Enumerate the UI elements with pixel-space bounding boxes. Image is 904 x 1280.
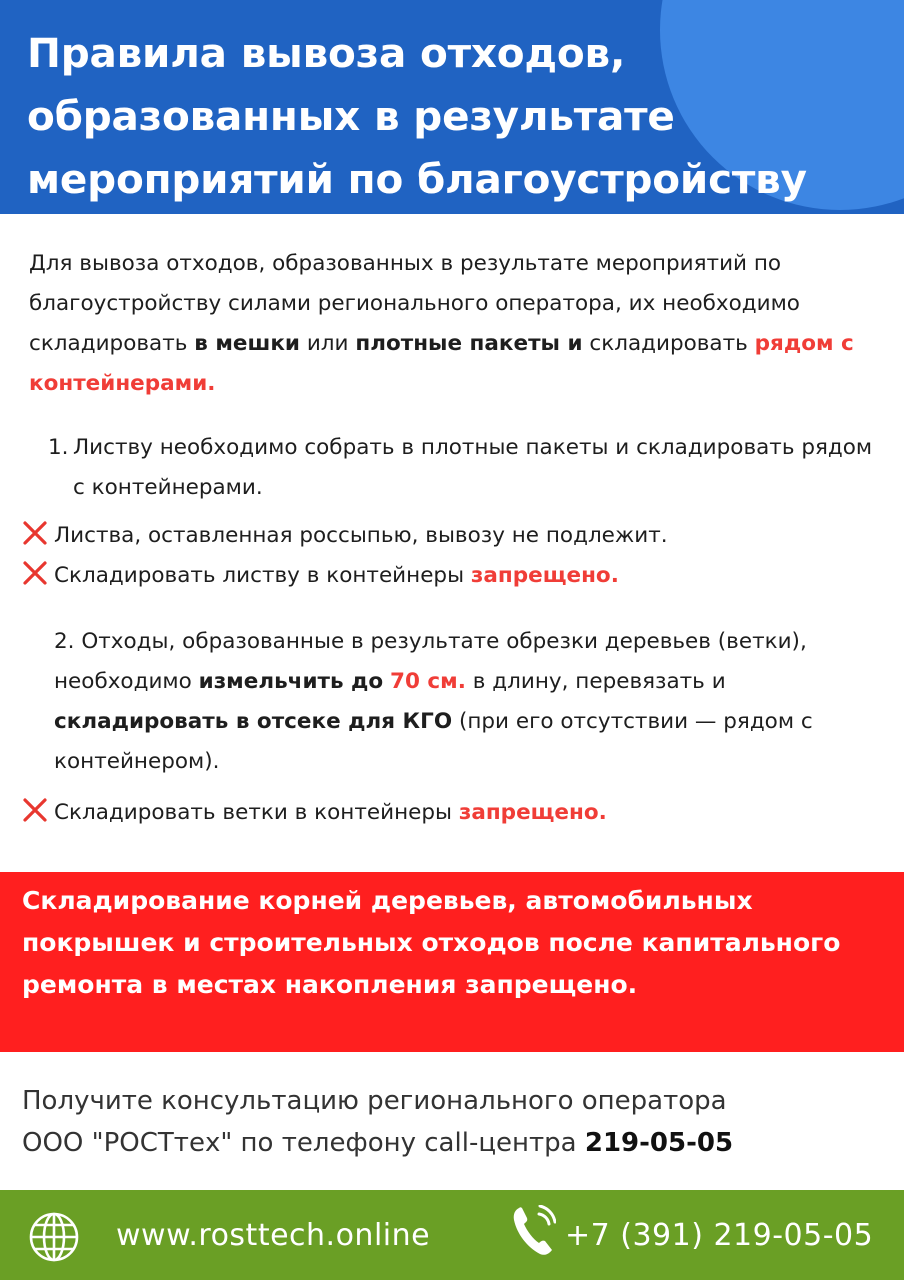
intro-text-2: или [300, 331, 356, 356]
rule-item-2-text-1: 2. Отходы, образованные в результате обрезки деревьев (ветки), необходимо [54, 629, 807, 694]
rule-item-2-text-2 [383, 669, 390, 694]
intro-bold-packages: плотные пакеты и [355, 331, 583, 356]
phone-icon [510, 1205, 556, 1257]
prohibition-red: запрещено. [470, 563, 619, 588]
intro-paragraph [29, 244, 889, 404]
rule-item-2-red-length: 70 см. [390, 669, 466, 694]
page-title: Правила вывоза отходов, образованных в результате мероприятий по благоустройству [27, 29, 807, 203]
rule-item-2-text-4: (при его отсутствии — рядом с контейнером). [54, 709, 813, 774]
prohibition-red: запрещено. [458, 800, 607, 825]
rule-item-2-bold-shred: измельчить до [198, 669, 384, 694]
intro-text-1: Для вывоза отходов, образованных в результате мероприятий по благоустройству силами регионального оператора, их необходимо складировать [29, 251, 800, 356]
rule-item-2 [54, 622, 889, 782]
cross-icon [22, 560, 48, 586]
warning-banner-text: Складирование корней деревьев, автомобильных покрышек и строительных отходов после капитального ремонта в местах накопления запрещено. [22, 886, 841, 999]
prohibition-leaves-containers [22, 556, 892, 596]
prohibition-text: Листва, оставленная россыпью, вывозу не подлежит. [54, 523, 668, 548]
rule-item-1-number: 1. [48, 435, 69, 460]
prohibition-text: Складировать листву в контейнеры [54, 563, 471, 588]
globe-icon [28, 1211, 80, 1263]
cross-icon [22, 797, 48, 823]
rule-item-2-bold-store: складировать в отсеке для КГО [54, 709, 453, 734]
intro-bold-bags: в мешки [194, 331, 300, 356]
consultation-phone: 219-05-05 [584, 1128, 734, 1158]
consultation-line-1: Получите консультацию регионального оператора [22, 1086, 727, 1116]
rule-item-1-text: Листву необходимо собрать в плотные пакеты и складировать рядом с контейнерами. [73, 435, 873, 500]
footer-website-link[interactable]: www.rosttech.online [116, 1218, 431, 1253]
intro-text-3: складировать [582, 331, 755, 356]
intro-red-near-containers: рядом с контейнерами. [29, 331, 854, 396]
prohibition-branches-containers [22, 793, 892, 833]
rule-item-2-text-3: в длину, перевязать и [465, 669, 726, 694]
consultation-line-2: ООО "РОСТтех" по телефону call-центра [22, 1128, 585, 1158]
footer-phone-link[interactable]: +7 (391) 219-05-05 [565, 1218, 874, 1253]
consultation-info [22, 1080, 892, 1164]
prohibition-text: Складировать ветки в контейнеры [54, 800, 459, 825]
prohibition-leaves-scattered [22, 516, 892, 556]
rule-item-1 [48, 428, 888, 508]
cross-icon [22, 520, 48, 546]
